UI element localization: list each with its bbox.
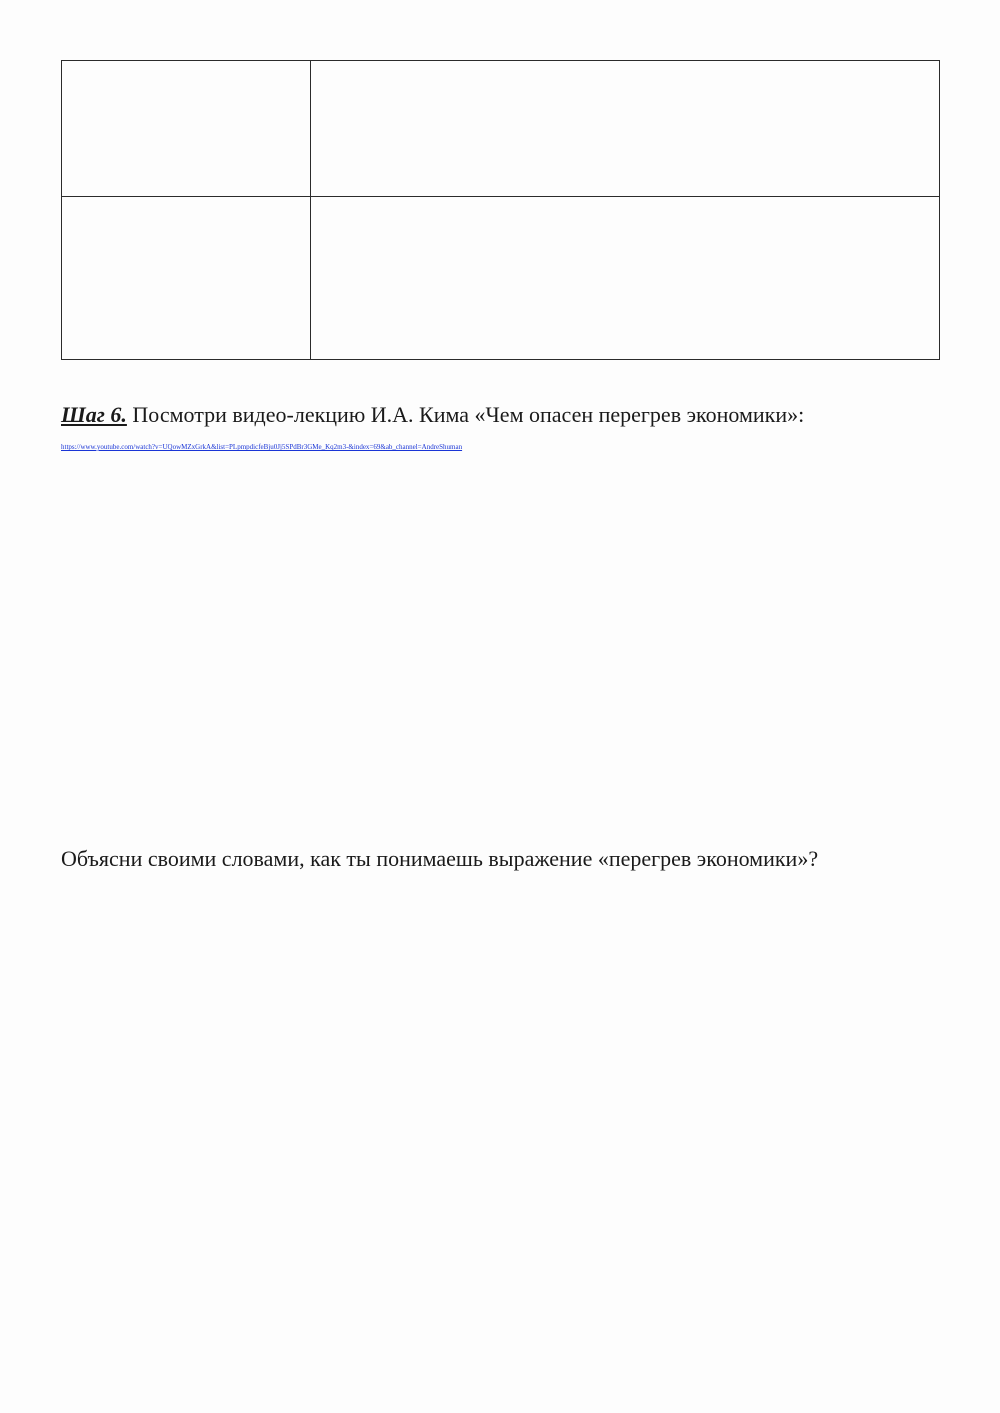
step-text: Посмотри видео-лекцию И.А. Кима «Чем опасен перегрев экономики»:	[126, 402, 805, 427]
answer-table	[61, 60, 940, 360]
step-label: Шаг 6.	[61, 402, 127, 427]
table-row	[62, 197, 940, 360]
table-cell-empty[interactable]	[311, 197, 940, 360]
video-lecture-link[interactable]: https://www.youtube.com/watch?v=UQowMZxGrkA&list=PLpmpdicfeBju0Jj5SPdBr3GMe_Kq2m3-&index=69&ab_channel=AndreShuman	[61, 443, 463, 451]
table-row	[62, 61, 940, 197]
step-6-instruction	[61, 400, 804, 430]
table-cell-empty[interactable]	[62, 61, 311, 197]
question-text: Объясни своими словами, как ты понимаешь выражение «перегрев экономики»?	[61, 846, 819, 871]
table-cell-empty[interactable]	[62, 197, 311, 360]
table-cell-empty[interactable]	[311, 61, 940, 197]
